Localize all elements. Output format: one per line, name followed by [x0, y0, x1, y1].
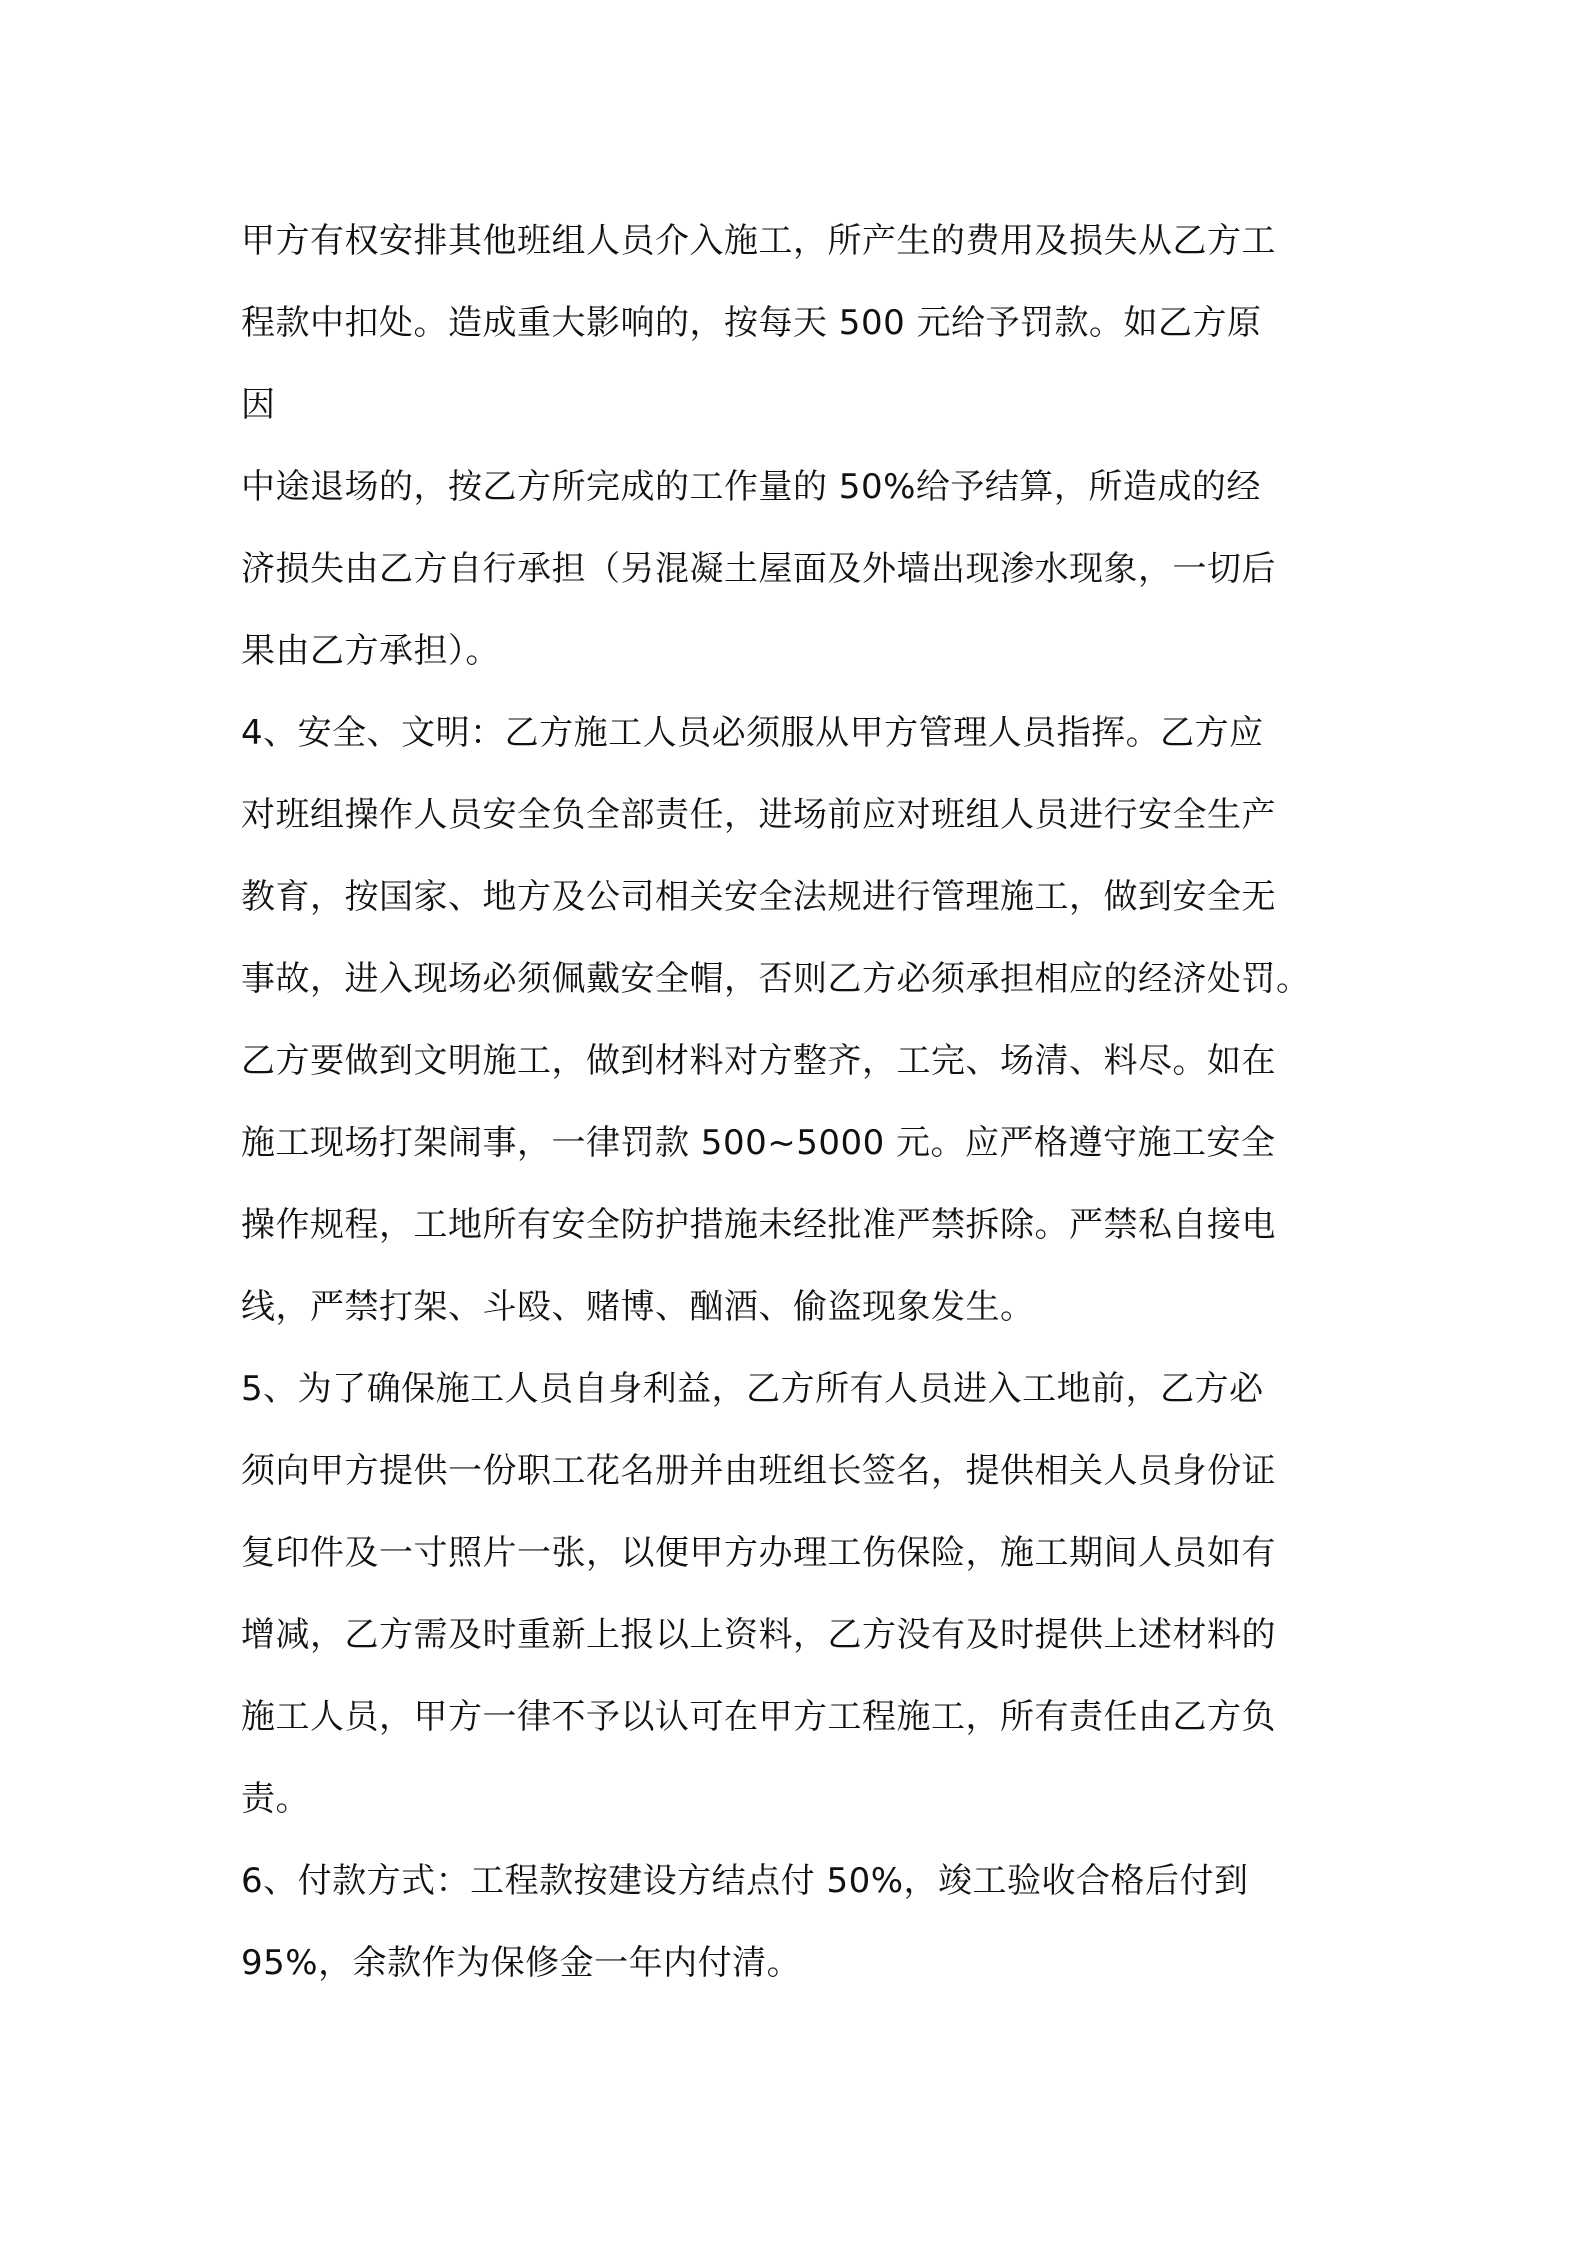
text-line: 乙方要做到文明施工，做到材料对方整齐，工完、场清、料尽。如在	[241, 1041, 1276, 1081]
text-line: 果由乙方承担）。	[241, 631, 500, 671]
text-line: 施工现场打架闹事，一律罚款 500~5000 元。应严格遵守施工安全	[241, 1123, 1276, 1163]
text-line: 95%，余款作为保修金一年内付清。	[241, 1943, 802, 1983]
text-line: 5、为了确保施工人员自身利益，乙方所有人员进入工地前，乙方必	[241, 1369, 1264, 1409]
text-line: 济损失由乙方自行承担（另混凝土屋面及外墙出现渗水现象，一切后	[241, 549, 1276, 589]
contract-text	[241, 200, 1361, 2004]
text-line: 因	[241, 385, 276, 425]
text-line: 4、安全、文明：乙方施工人员必须服从甲方管理人员指挥。乙方应	[241, 713, 1264, 753]
text-line: 操作规程，工地所有安全防护措施未经批准严禁拆除。严禁私自接电	[241, 1205, 1276, 1245]
text-line: 6、付款方式：工程款按建设方结点付 50%，竣工验收合格后付到	[241, 1861, 1249, 1901]
text-line: 教育，按国家、地方及公司相关安全法规进行管理施工，做到安全无	[241, 877, 1276, 917]
text-line: 对班组操作人员安全负全部责任，进场前应对班组人员进行安全生产	[241, 795, 1276, 835]
text-line: 须向甲方提供一份职工花名册并由班组长签名，提供相关人员身份证	[241, 1451, 1276, 1491]
text-line: 事故，进入现场必须佩戴安全帽，否则乙方必须承担相应的经济处罚。	[241, 959, 1311, 999]
text-line: 复印件及一寸照片一张，以便甲方办理工伤保险，施工期间人员如有	[241, 1533, 1276, 1573]
text-line: 责。	[241, 1779, 310, 1819]
text-line: 线，严禁打架、斗殴、赌博、酗酒、偷盗现象发生。	[241, 1287, 1035, 1327]
text-line: 中途退场的，按乙方所完成的工作量的 50%给予结算，所造成的经	[241, 467, 1261, 507]
text-line: 甲方有权安排其他班组人员介入施工，所产生的费用及损失从乙方工	[241, 221, 1276, 261]
text-line: 施工人员，甲方一律不予以认可在甲方工程施工，所有责任由乙方负	[241, 1697, 1276, 1737]
text-line: 程款中扣处。造成重大影响的，按每天 500 元给予罚款。如乙方原	[241, 303, 1262, 343]
text-line: 增减，乙方需及时重新上报以上资料，乙方没有及时提供上述材料的	[241, 1615, 1276, 1655]
